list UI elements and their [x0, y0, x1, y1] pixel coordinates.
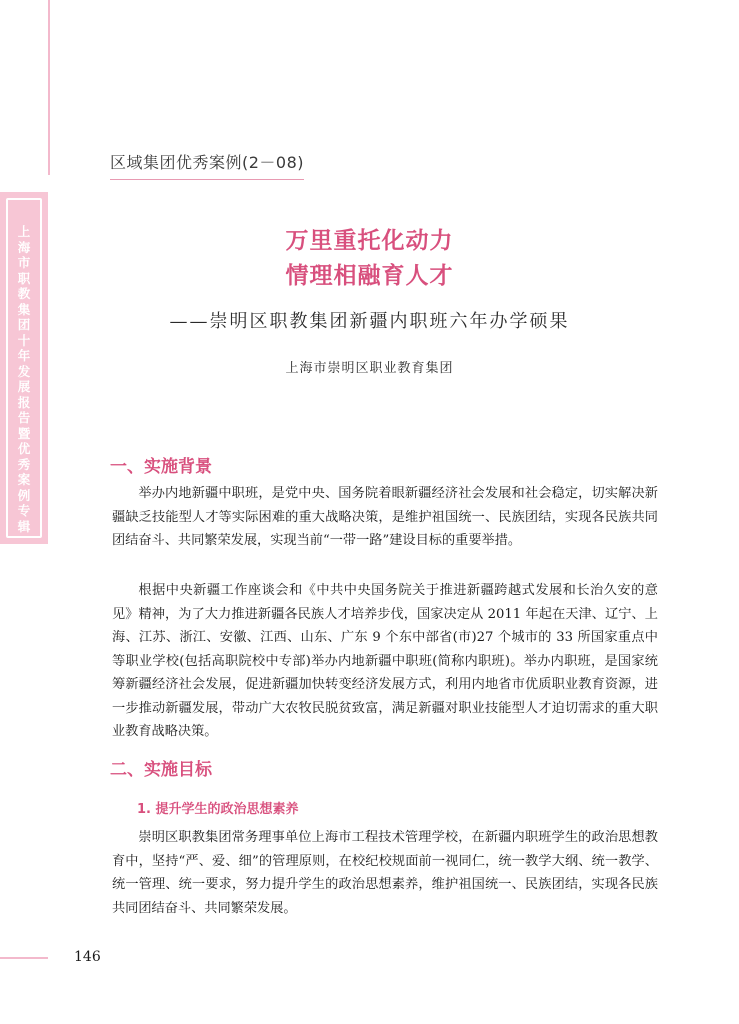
- paragraph: 崇明区职教集团常务理事单位上海市工程技术管理学校，在新疆内职班学生的政治思想教育中，坚持“严、爱、细”的管理原则，在校纪校规面前一视同仁，统一教学大纲、统一教学、统一管理、统一要求，努力提升学生的政治思想素养，维护祖国统一、民族团结，实现各民族共同团结奋斗、共同繁荣发展。: [112, 830, 658, 916]
- paragraph: 举办内地新疆中职班，是党中央、国务院着眼新疆经济社会发展和社会稳定，切实解决新疆缺乏技能型人才等实际困难的重大战略决策，是维护祖国统一、民族团结，实现各民族共同团结奋斗、共同繁荣发展，实现当前“一带一路”建设目标的重要举措。: [112, 486, 658, 548]
- article-title-line2: 情理相融育人才: [285, 262, 454, 289]
- paragraph: 根据中央新疆工作座谈会和《中共中央国务院关于推进新疆跨越式发展和长治久安的意见》精神，为了大力推进新疆各民族人才培养步伐，国家决定从 2011 年起在天津、辽宁、上海、江苏、浙江、安徽、江西、山东、广东 9 个东中部省(市)27 个城市的 33 所国家重点中等职业学校(包括高职院校中专部)举办内地新疆中职班(简称内职班)。举办内职班，是国家统筹新疆经济社会发展，促进新疆加快转变经济发展方式，利用内地省市优质职业教育资源，进一步推动新疆发展，带动广大农牧民脱贫致富，满足新疆对职业技能型人才迫切需求的重大职业教育战略决策。: [112, 583, 658, 739]
- article-title-line1: 万里重托化动力: [285, 227, 454, 254]
- section-heading-background: 一、实施背景: [110, 457, 212, 477]
- author-organization: 上海市崇明区职业教育集团: [285, 361, 454, 376]
- article-subtitle: ——崇明区职教集团新疆内职班六年办学硕果: [169, 311, 570, 332]
- section-heading-goals: 二、实施目标: [110, 760, 212, 780]
- subsection-heading: 1. 提升学生的政治思想素养: [137, 802, 299, 817]
- side-tab-text: 上海市职教集团十年发展报告暨优秀案例专辑: [17, 224, 31, 534]
- page-number: 146: [74, 949, 101, 965]
- bottom-decorative-line: [0, 957, 48, 959]
- top-decorative-line: [48, 0, 50, 175]
- running-head: 区域集团优秀案例(2－08): [110, 150, 304, 180]
